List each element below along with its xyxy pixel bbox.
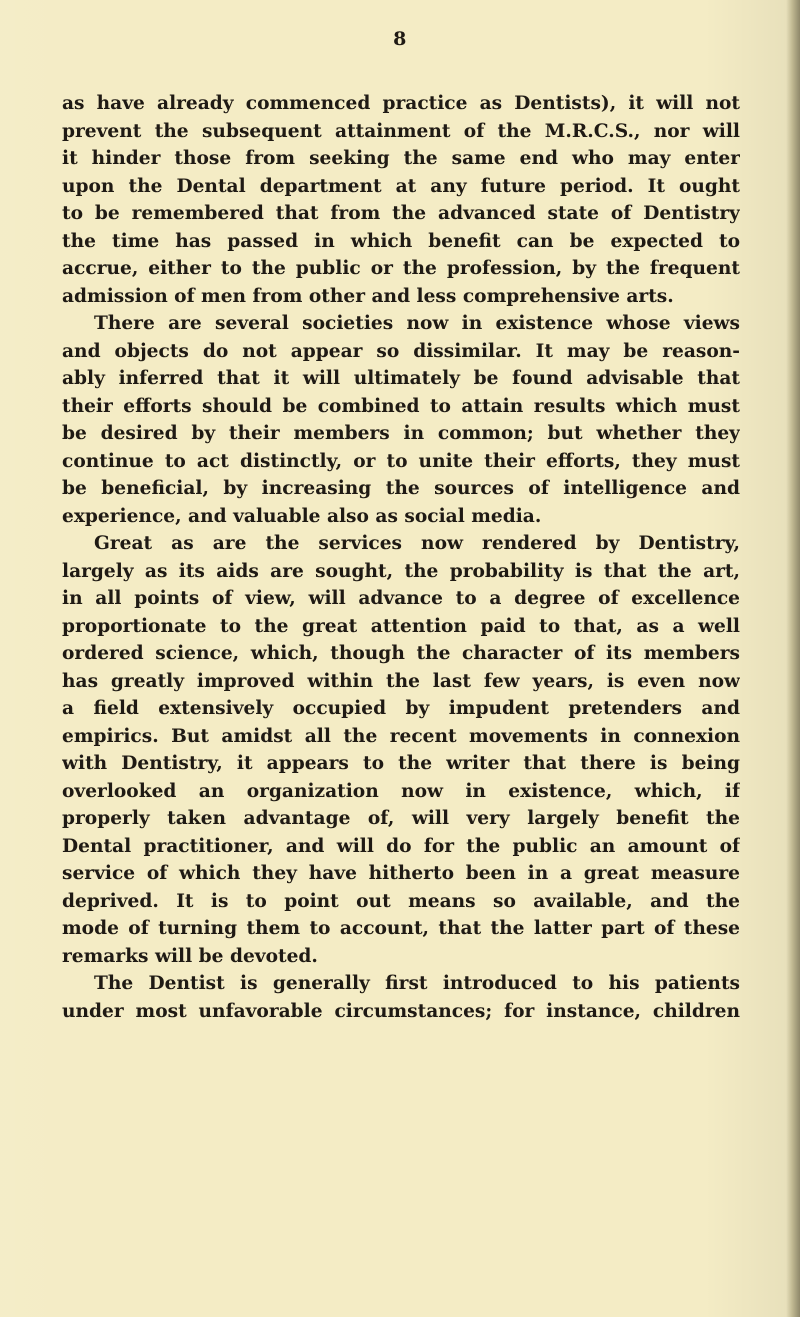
text-line: the time has passed in which benefit can be expected to bbox=[62, 230, 740, 252]
text-line: with Dentistry, it appears to the writer that there is being bbox=[62, 753, 740, 774]
text-line: mode of turning them to account, that the latter part of these bbox=[62, 918, 740, 939]
text-line: as have already commenced practice as Dentists), it will not bbox=[62, 93, 740, 114]
text-line: accrue, either to the public or the profession, by the frequent bbox=[62, 258, 740, 279]
text-line: and objects do not appear so dissimilar. It may be reason- bbox=[62, 340, 740, 362]
text-line: properly taken advantage of, will very largely benefit the bbox=[62, 808, 740, 829]
text-line: be beneficial, by increasing the sources of intelligence and bbox=[62, 478, 740, 499]
text-line: has greatly improved within the last few years, is even now bbox=[62, 670, 740, 692]
text-line: be desired by their members in common; but whether they bbox=[62, 423, 740, 444]
text-line: empirics. But amidst all the recent movements in connexion bbox=[62, 725, 740, 747]
text-line: ably inferred that it will ultimately be found advisable that bbox=[62, 368, 740, 389]
text-line: deprived. It is to point out means so available, and the bbox=[62, 890, 740, 912]
text-line: The Dentist is generally first introduced to his patients bbox=[94, 973, 740, 994]
text-line: overlooked an organization now in existence, which, if bbox=[62, 780, 740, 802]
text-line: under most unfavorable circumstances; for instance, children bbox=[62, 1000, 740, 1022]
page-edge-shadow bbox=[786, 0, 800, 1317]
text-line: proportionate to the great attention paid to that, as a well bbox=[62, 615, 740, 637]
text-line: largely as its aids are sought, the probability is that the art, bbox=[62, 560, 740, 582]
body-text bbox=[62, 90, 740, 1025]
text-line: Dental practitioner, and will do for the public an amount of bbox=[62, 835, 740, 857]
text-line: Great as are the services now rendered by Dentistry, bbox=[94, 533, 740, 554]
page-number: 8 bbox=[393, 28, 407, 50]
text-line: it hinder those from seeking the same end who may enter bbox=[62, 148, 740, 169]
text-line: admission of men from other and less comprehensive arts. bbox=[62, 285, 674, 307]
text-line: remarks will be devoted. bbox=[62, 945, 318, 967]
text-line: their efforts should be combined to attain results which must bbox=[62, 395, 740, 417]
text-line: upon the Dental department at any future period. It ought bbox=[62, 175, 740, 197]
text-line: a field extensively occupied by impudent pretenders and bbox=[62, 698, 740, 719]
text-line: to be remembered that from the advanced state of Dentistry bbox=[62, 203, 740, 224]
text-line: prevent the subsequent attainment of the M.R.C.S., nor will bbox=[62, 120, 740, 142]
text-line: continue to act distinctly, or to unite their efforts, they must bbox=[62, 450, 740, 472]
text-line: in all points of view, will advance to a degree of excellence bbox=[62, 588, 740, 609]
text-line: experience, and valuable also as social media. bbox=[62, 505, 542, 527]
text-line: ordered science, which, though the character of its members bbox=[62, 643, 740, 664]
text-line: There are several societies now in existence whose views bbox=[94, 313, 740, 334]
text-line: service of which they have hitherto been in a great measure bbox=[62, 863, 740, 884]
